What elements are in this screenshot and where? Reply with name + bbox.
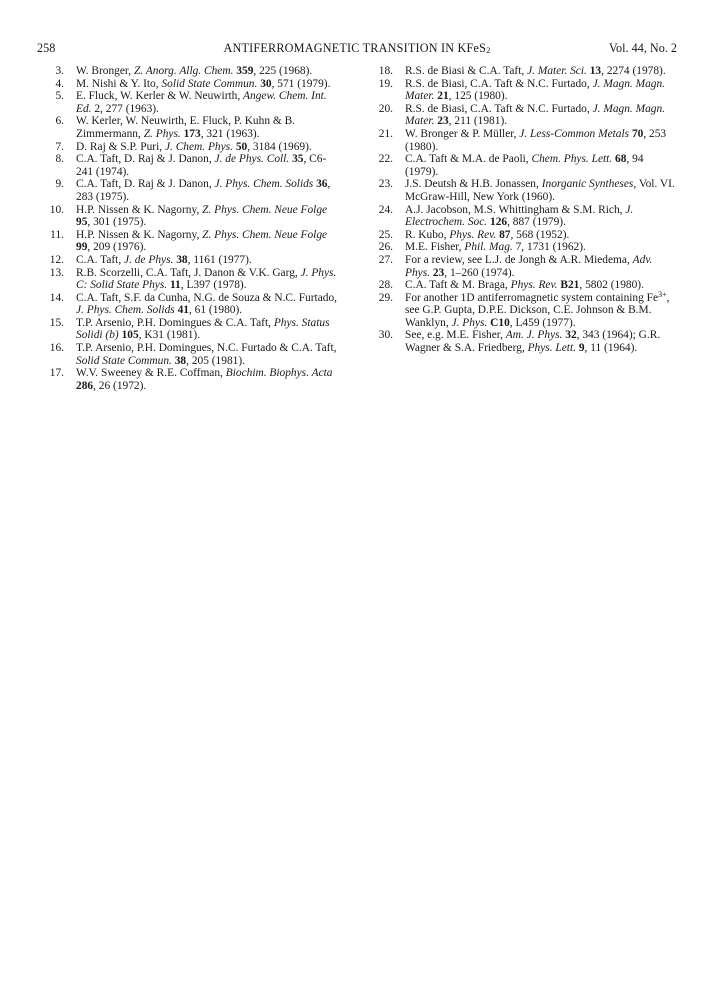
reference-segment: , 568 (1952). xyxy=(510,228,570,241)
reference-text xyxy=(405,153,677,178)
journal-name: Solid State Commun. xyxy=(161,77,258,90)
reference-text xyxy=(76,292,339,317)
reference-segment: , see G.P. Gupta, D.P.E. Dickson, C.E. Johnson & B.M. Wanklyn, xyxy=(405,291,670,329)
reference-segment: , 125 (1980). xyxy=(448,90,508,103)
reference-segment: , C6-241 (1974). xyxy=(76,153,327,178)
reference-number: 11. xyxy=(50,228,64,241)
reference-text xyxy=(76,141,339,154)
reference-text xyxy=(76,115,339,140)
volume-number: C10 xyxy=(490,316,510,329)
reference-text xyxy=(405,204,677,229)
journal-name: Angew. Chem. Int. Ed. xyxy=(76,90,327,115)
reference-segment: , 301 (1975). xyxy=(87,216,147,229)
reference-item xyxy=(366,178,677,203)
reference-segment: , 2274 (1978). xyxy=(601,65,666,77)
journal-name: J. Phys. C: Solid State Phys. xyxy=(76,266,337,292)
reference-number: 15. xyxy=(49,316,64,329)
journal-name: J. Phys. Chem. Solids xyxy=(76,304,175,317)
running-title xyxy=(37,40,677,56)
page-number: 258 xyxy=(37,41,56,55)
reference-number: 21. xyxy=(378,127,393,140)
reference-text xyxy=(405,178,677,203)
volume-number: 36 xyxy=(316,178,328,191)
reference-segment: M. Nishi & Y. Ito, xyxy=(76,77,162,90)
reference-number: 20. xyxy=(378,102,393,115)
reference-segment: D. Raj & S.P. Puri, xyxy=(76,140,165,153)
reference-segment: J.S. Deutsh & H.B. Jonassen, xyxy=(405,178,542,191)
reference-item xyxy=(37,367,339,392)
reference-text xyxy=(76,342,339,367)
volume-number: 35 xyxy=(292,153,304,166)
reference-segment: C.A. Taft & M. Braga, xyxy=(405,279,511,292)
reference-item xyxy=(37,115,339,140)
reference-segment: W. Kerler, W. Neuwirth, E. Fluck, P. Kuhn & B. Zimmermann, xyxy=(76,115,296,140)
reference-item xyxy=(366,103,677,128)
volume-number: 87 xyxy=(499,228,511,241)
reference-segment: , 209 (1976). xyxy=(87,241,147,254)
reference-segment: , 3184 (1969). xyxy=(247,140,312,153)
reference-number: 14. xyxy=(49,291,64,304)
journal-name: J. Less-Common Metals xyxy=(519,127,630,140)
reference-segment: See, e.g. M.E. Fisher, xyxy=(405,329,506,342)
reference-segment: C.A. Taft, D. Raj & J. Danon, xyxy=(76,153,215,166)
reference-segment: , 1–260 (1974). xyxy=(444,266,515,279)
reference-item xyxy=(37,267,339,292)
journal-name: Phys. Rev. xyxy=(510,279,558,292)
reference-segment: R.B. Scorzelli, C.A. Taft, J. Danon & V.K. Garg, xyxy=(76,266,301,279)
reference-text xyxy=(76,367,339,392)
reference-item xyxy=(366,204,677,229)
reference-segment: R. Kubo, xyxy=(405,228,450,241)
journal-name: Phys. Rev. xyxy=(449,228,497,241)
reference-segment: A.J. Jacobson, M.S. Whittingham & S.M. Rich, xyxy=(405,203,626,216)
reference-list-right-column xyxy=(366,65,677,355)
journal-name: Phys. Status Solidi (b) xyxy=(76,316,330,342)
reference-number: 30. xyxy=(378,329,393,342)
reference-item xyxy=(37,153,339,178)
reference-segment: R.S. de Biasi, C.A. Taft & N.C. Furtado, xyxy=(405,77,593,90)
reference-segment: H.P. Nissen & K. Nagorny, xyxy=(76,203,203,216)
reference-number: 29. xyxy=(378,291,393,304)
reference-item xyxy=(37,254,339,267)
volume-number: 13 xyxy=(589,65,602,77)
reference-segment: , 26 (1972). xyxy=(93,379,147,392)
journal-name: J. de Phys. xyxy=(124,253,174,266)
reference-segment: For a review, see L.J. de Jongh & A.R. Miedema, xyxy=(405,253,633,266)
volume-number: 9 xyxy=(578,342,585,355)
reference-segment: T.P. Arsenio, P.H. Domingues & C.A. Taft, xyxy=(76,316,274,329)
reference-segment: , 253 (1980). xyxy=(405,127,667,153)
reference-number: 3. xyxy=(55,65,64,77)
reference-segment: , L397 (1978). xyxy=(180,279,247,292)
reference-item xyxy=(366,153,677,178)
journal-name: J. Magn. Magn. Mater. xyxy=(405,77,666,103)
reference-segment: , 283 (1975). xyxy=(76,178,331,203)
reference-text xyxy=(405,279,677,292)
volume-number: 105 xyxy=(121,329,139,342)
journal-name: Adv. Phys. xyxy=(405,253,653,279)
reference-number: 17. xyxy=(49,367,64,380)
reference-segment: 7, 1731 (1962). xyxy=(512,241,586,254)
volume-number: 99 xyxy=(76,241,88,254)
reference-item xyxy=(366,254,677,279)
superscript: 3+ xyxy=(658,289,667,299)
journal-name: Z. Phys. Chem. Neue Folge xyxy=(202,228,328,241)
reference-item xyxy=(37,229,339,254)
reference-segment: , 211 (1981). xyxy=(448,115,508,128)
reference-number: 5. xyxy=(55,90,64,103)
journal-name: Phys. Lett. xyxy=(527,342,576,355)
reference-item xyxy=(37,292,339,317)
reference-segment: 2, 277 (1963). xyxy=(91,102,159,115)
reference-text xyxy=(76,267,339,292)
reference-text xyxy=(405,78,677,103)
reference-item xyxy=(37,65,339,78)
reference-item xyxy=(37,78,339,91)
reference-segment: , L459 (1977). xyxy=(509,316,576,329)
journal-name: Phil. Mag. xyxy=(464,241,513,254)
reference-segment: , K31 (1981). xyxy=(138,329,201,342)
reference-segment: , 205 (1981). xyxy=(186,354,245,367)
volume-number: 21 xyxy=(437,90,449,103)
running-title-subscript: 2 xyxy=(486,45,491,55)
reference-segment: , 11 (1964). xyxy=(584,342,638,355)
reference-text xyxy=(405,103,677,128)
reference-item xyxy=(366,279,677,292)
volume-number: 11 xyxy=(169,279,181,292)
reference-text xyxy=(76,204,339,229)
reference-text xyxy=(405,254,677,279)
journal-name: J. Chem. Phys. xyxy=(164,140,233,153)
volume-number: 359 xyxy=(236,65,254,77)
reference-segment: C.A. Taft, S.F. da Cunha, N.G. de Souza & N.C. Furtado, xyxy=(76,291,337,304)
reference-segment: R.S. de Biasi & C.A. Taft, xyxy=(405,65,528,77)
reference-number: 28. xyxy=(378,279,393,292)
reference-item xyxy=(366,241,677,254)
reference-segment: C.A. Taft, xyxy=(76,253,125,266)
reference-number: 9. xyxy=(55,178,64,191)
volume-number: 126 xyxy=(490,216,508,229)
reference-number: 22. xyxy=(378,153,393,166)
reference-item xyxy=(366,65,677,78)
reference-segment: , 5802 (1980). xyxy=(579,279,644,292)
reference-text xyxy=(76,178,339,203)
reference-segment: , 94 (1979). xyxy=(405,153,644,178)
reference-text xyxy=(76,90,339,115)
volume-number: 23 xyxy=(432,266,445,279)
reference-segment: , 321 (1963). xyxy=(200,127,260,140)
journal-name: Z. Anorg. Allg. Chem. xyxy=(133,65,234,77)
reference-item xyxy=(366,289,677,330)
running-title-text: ANTIFERROMAGNETIC TRANSITION IN KFeS xyxy=(223,41,487,55)
volume-number: B21 xyxy=(560,279,580,292)
volume-number: 173 xyxy=(183,127,201,140)
journal-name: J. Electrochem. Soc. xyxy=(405,203,634,229)
reference-number: 26. xyxy=(378,241,393,254)
reference-segment: H.P. Nissen & K. Nagorny, xyxy=(76,228,203,241)
volume-number: 41 xyxy=(177,304,189,317)
journal-name: Solid State Commun. xyxy=(76,354,172,367)
reference-segment: W.V. Sweeney & R.E. Coffman, xyxy=(76,367,226,380)
reference-segment: W. Bronger, xyxy=(76,65,134,77)
reference-item xyxy=(366,229,677,242)
journal-name: J. Magn. Magn. Mater. xyxy=(405,102,666,128)
journal-name: Z. Phys. Chem. Neue Folge xyxy=(202,203,328,216)
reference-segment: T.P. Arsenio, P.H. Domingues, N.C. Furtado & C.A. Taft, xyxy=(76,342,337,355)
reference-list-left-column xyxy=(37,65,339,392)
reference-segment: , 61 (1980). xyxy=(188,304,243,317)
volume-number: 95 xyxy=(76,216,88,229)
reference-segment: R.S. de Biasi, C.A. Taft & N.C. Furtado, xyxy=(405,102,593,115)
volume-number: 32 xyxy=(565,329,577,342)
reference-number: 24. xyxy=(378,203,393,216)
journal-name: Am. J. Phys. xyxy=(505,329,563,342)
reference-text xyxy=(76,78,339,91)
reference-number: 23. xyxy=(378,178,393,191)
volume-number: 23 xyxy=(437,115,449,128)
reference-segment: For another 1D antiferromagnetic system containing Fe xyxy=(405,291,659,304)
volume-number: 38 xyxy=(176,253,188,266)
volume-number: 70 xyxy=(631,127,644,140)
journal-name: J. Phys. xyxy=(451,316,488,329)
reference-segment: , 1161 (1977). xyxy=(187,253,252,266)
volume-number: 286 xyxy=(76,379,94,392)
journal-name: Z. Phys. xyxy=(143,127,181,140)
reference-item xyxy=(37,204,339,229)
reference-item xyxy=(37,317,339,342)
reference-number: 4. xyxy=(55,77,64,90)
journal-name: J. Phys. Chem. Solids xyxy=(214,178,314,191)
reference-segment: M.E. Fisher, xyxy=(405,241,465,254)
reference-number: 18. xyxy=(378,65,393,77)
reference-segment: C.A. Taft, D. Raj & J. Danon, xyxy=(76,178,215,191)
journal-name: Inorganic Syntheses, xyxy=(541,178,637,191)
reference-number: 10. xyxy=(49,203,64,216)
reference-segment: , 571 (1979). xyxy=(271,77,331,90)
reference-text xyxy=(76,229,339,254)
reference-segment: , 343 (1964); G.R. Wagner & S.A. Friedberg, xyxy=(405,329,661,355)
reference-text xyxy=(76,65,339,78)
reference-number: 6. xyxy=(55,115,64,128)
volume-number: 30 xyxy=(260,77,272,90)
volume-number: 50 xyxy=(235,140,248,153)
reference-item xyxy=(37,342,339,367)
reference-text xyxy=(405,128,677,153)
reference-number: 19. xyxy=(378,77,393,90)
reference-number: 25. xyxy=(378,228,393,241)
reference-text xyxy=(76,153,339,178)
reference-text xyxy=(405,329,677,354)
volume-issue: Vol. 44, No. 2 xyxy=(608,41,677,55)
reference-segment: , 225 (1968). xyxy=(253,65,313,77)
reference-text xyxy=(405,229,677,242)
reference-segment: C.A. Taft & M.A. de Paoli, xyxy=(405,153,532,166)
reference-segment: E. Fluck, W. Kerler & W. Neuwirth, xyxy=(76,90,244,103)
reference-number: 12. xyxy=(49,253,64,266)
reference-text xyxy=(405,241,677,254)
volume-number: 68 xyxy=(615,153,627,166)
reference-segment: W. Bronger & P. Müller, xyxy=(405,127,520,140)
reference-number: 16. xyxy=(49,342,64,355)
reference-number: 27. xyxy=(378,253,393,266)
reference-number: 7. xyxy=(55,140,64,153)
journal-name: J. de Phys. Coll. xyxy=(214,153,290,166)
page-header xyxy=(37,40,677,56)
journal-name: Chem. Phys. Lett. xyxy=(531,153,613,166)
reference-item xyxy=(37,141,339,154)
reference-item xyxy=(37,90,339,115)
reference-text xyxy=(76,317,339,342)
reference-item xyxy=(366,329,677,354)
reference-item xyxy=(366,78,677,103)
reference-segment: , 887 (1979). xyxy=(507,216,566,229)
journal-name: Biochim. Biophys. Acta xyxy=(225,367,333,380)
volume-number: 38 xyxy=(174,354,187,367)
reference-item xyxy=(366,128,677,153)
reference-item xyxy=(37,178,339,203)
journal-name: J. Mater. Sci. xyxy=(527,65,587,77)
reference-number: 13. xyxy=(49,266,64,279)
reference-text xyxy=(405,289,677,330)
reference-text xyxy=(405,65,677,78)
reference-segment: Vol. VI. McGraw-Hill, New York (1960). xyxy=(405,178,675,203)
reference-text xyxy=(76,254,339,267)
reference-number: 8. xyxy=(55,153,64,166)
